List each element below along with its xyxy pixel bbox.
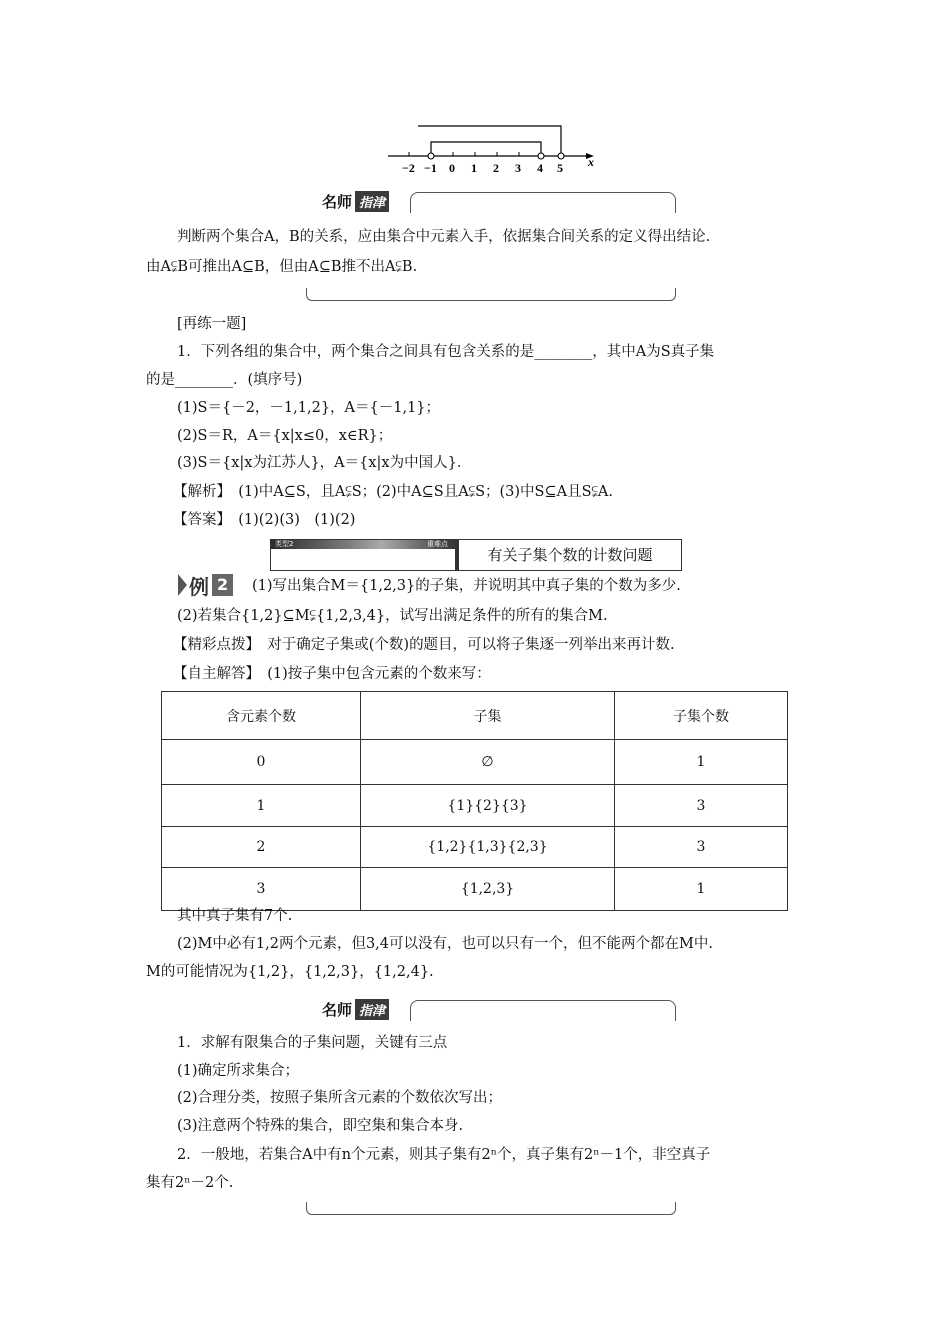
type-tag-right: 重难点: [427, 540, 448, 548]
table-cell: 3: [162, 868, 361, 911]
tip-bottom-border: [306, 1202, 676, 1215]
table-row: [162, 827, 788, 868]
set-bracket-lines: [418, 126, 561, 156]
tick-label: 3: [515, 161, 521, 175]
table-cell: 0: [162, 740, 361, 785]
table-cell: {1,2}{1,3}{2,3}: [361, 827, 615, 868]
tip2-line: 1．求解有限集合的子集问题，关键有三点: [177, 1035, 448, 1051]
practice-analysis: 【解析】 (1)中A⊆S，且A⫋S；(2)中A⊆S且A⫋S；(3)中S⊆A且S⫋A.: [173, 484, 613, 500]
tip-badge: [306, 190, 422, 212]
part2-solution-line1: (2)M中必有1,2两个元素，但3,4可以没有，也可以只有一个，但不能两个都在M中.: [177, 936, 713, 952]
tick-label: −1: [424, 161, 437, 175]
tip-top-border: [418, 1000, 676, 1021]
endpoint-circle-4: [538, 153, 544, 159]
table-row: [162, 740, 788, 785]
tip1-line1: 判断两个集合A，B的关系，应由集合中元素入手，依据集合间关系的定义得出结论.: [177, 229, 711, 245]
tick-label: 0: [449, 161, 455, 175]
tick-label: 2: [493, 161, 499, 175]
table-cell: 1: [162, 785, 361, 827]
type-header-title: 有关子集个数的计数问题: [487, 546, 653, 564]
practice-item: (2)S＝R，A＝{x|x≤0，x∈R}；: [177, 428, 393, 444]
practice-item: (1)S＝{－2，－1,1,2}，A＝{－1,1}；: [177, 400, 441, 416]
table-row: [162, 785, 788, 827]
example-badge: [178, 573, 233, 597]
example-arrow-icon: [178, 574, 187, 596]
tip-top-border: [418, 192, 676, 213]
axis-label: x: [588, 155, 594, 169]
example-hint: 【精彩点拨】 对于确定子集或(个数)的题目，可以将子集逐一列举出来再计数.: [173, 637, 675, 653]
table-row: [162, 868, 788, 911]
practice-question-line2: 的是________．(填序号): [146, 372, 303, 388]
proper-subset-count: 其中真子集有7个.: [177, 908, 293, 924]
tip2-line: 集有2ⁿ－2个.: [146, 1175, 234, 1191]
tick-label: 4: [537, 161, 543, 175]
tip-badge-label: 名师: [322, 1000, 353, 1019]
tip-badge-tag: 指津: [355, 999, 389, 1020]
tip-bottom-border: [306, 288, 676, 301]
table-cell: 3: [615, 785, 788, 827]
practice-question-line1: 1．下列各组的集合中，两个集合之间具有包含关系的是________，其中A为S真子集: [177, 344, 715, 360]
tip-badge-tag: 指津: [355, 191, 389, 212]
table-cell: 1: [615, 868, 788, 911]
tip2-line: 2．一般地，若集合A中有n个元素，则其子集有2ⁿ个，真子集有2ⁿ－1个，非空真子: [177, 1147, 711, 1163]
type-tag-left: 类型2: [275, 540, 294, 548]
table-cell: ∅: [361, 740, 615, 785]
example-question-1: (1)写出集合M＝{1,2,3}的子集，并说明其中真子集的个数为多少.: [252, 578, 681, 594]
part2-solution-line2: M的可能情况为{1,2}，{1,2,3}，{1,2,4}.: [146, 964, 434, 980]
type-header: [270, 539, 682, 571]
example-question-2: (2)若集合{1,2}⊆M⫋{1,2,3,4}，试写出满足条件的所有的集合M.: [177, 608, 608, 624]
type-tag-bar: [271, 540, 455, 549]
endpoint-circle-minus1: [428, 153, 434, 159]
table-header-cell: 子集个数: [615, 692, 788, 740]
tick-label: −2: [402, 161, 415, 175]
tick-label: 1: [471, 161, 477, 175]
tip2-line: (3)注意两个特殊的集合，即空集和集合本身.: [177, 1118, 464, 1134]
example-badge-word: 例: [189, 574, 209, 599]
table-header-row: [162, 692, 788, 740]
table-header-cell: 含元素个数: [162, 692, 361, 740]
table-cell: {1}{2}{3}: [361, 785, 615, 827]
tip2-line: (2)合理分类，按照子集所含元素的个数依次写出；: [177, 1090, 503, 1106]
tick-label: 5: [557, 161, 563, 175]
table-header-cell: 子集: [361, 692, 615, 740]
number-line-diagram: [380, 118, 600, 176]
table-cell: 1: [615, 740, 788, 785]
tip1-line2: 由A⫋B可推出A⊆B，但由A⊆B推不出A⫋B.: [146, 259, 418, 275]
practice-answer: 【答案】 (1)(2)(3) (1)(2): [173, 512, 356, 528]
tip2-line: (1)确定所求集合；: [177, 1063, 300, 1079]
table-cell: {1,2,3}: [361, 868, 615, 911]
example-badge-number: 2: [212, 574, 233, 596]
practice-heading: [再练一题]: [177, 316, 247, 332]
table-cell: 2: [162, 827, 361, 868]
tip-badge-label: 名师: [322, 192, 353, 211]
subset-table: [161, 691, 788, 911]
endpoint-circle-5: [558, 153, 564, 159]
table-cell: 3: [615, 827, 788, 868]
practice-item: (3)S＝{x|x为江苏人}，A＝{x|x为中国人}．: [177, 455, 472, 471]
tip-badge: [306, 998, 422, 1020]
example-solution-intro: 【自主解答】 (1)按子集中包含元素的个数来写：: [173, 666, 491, 682]
